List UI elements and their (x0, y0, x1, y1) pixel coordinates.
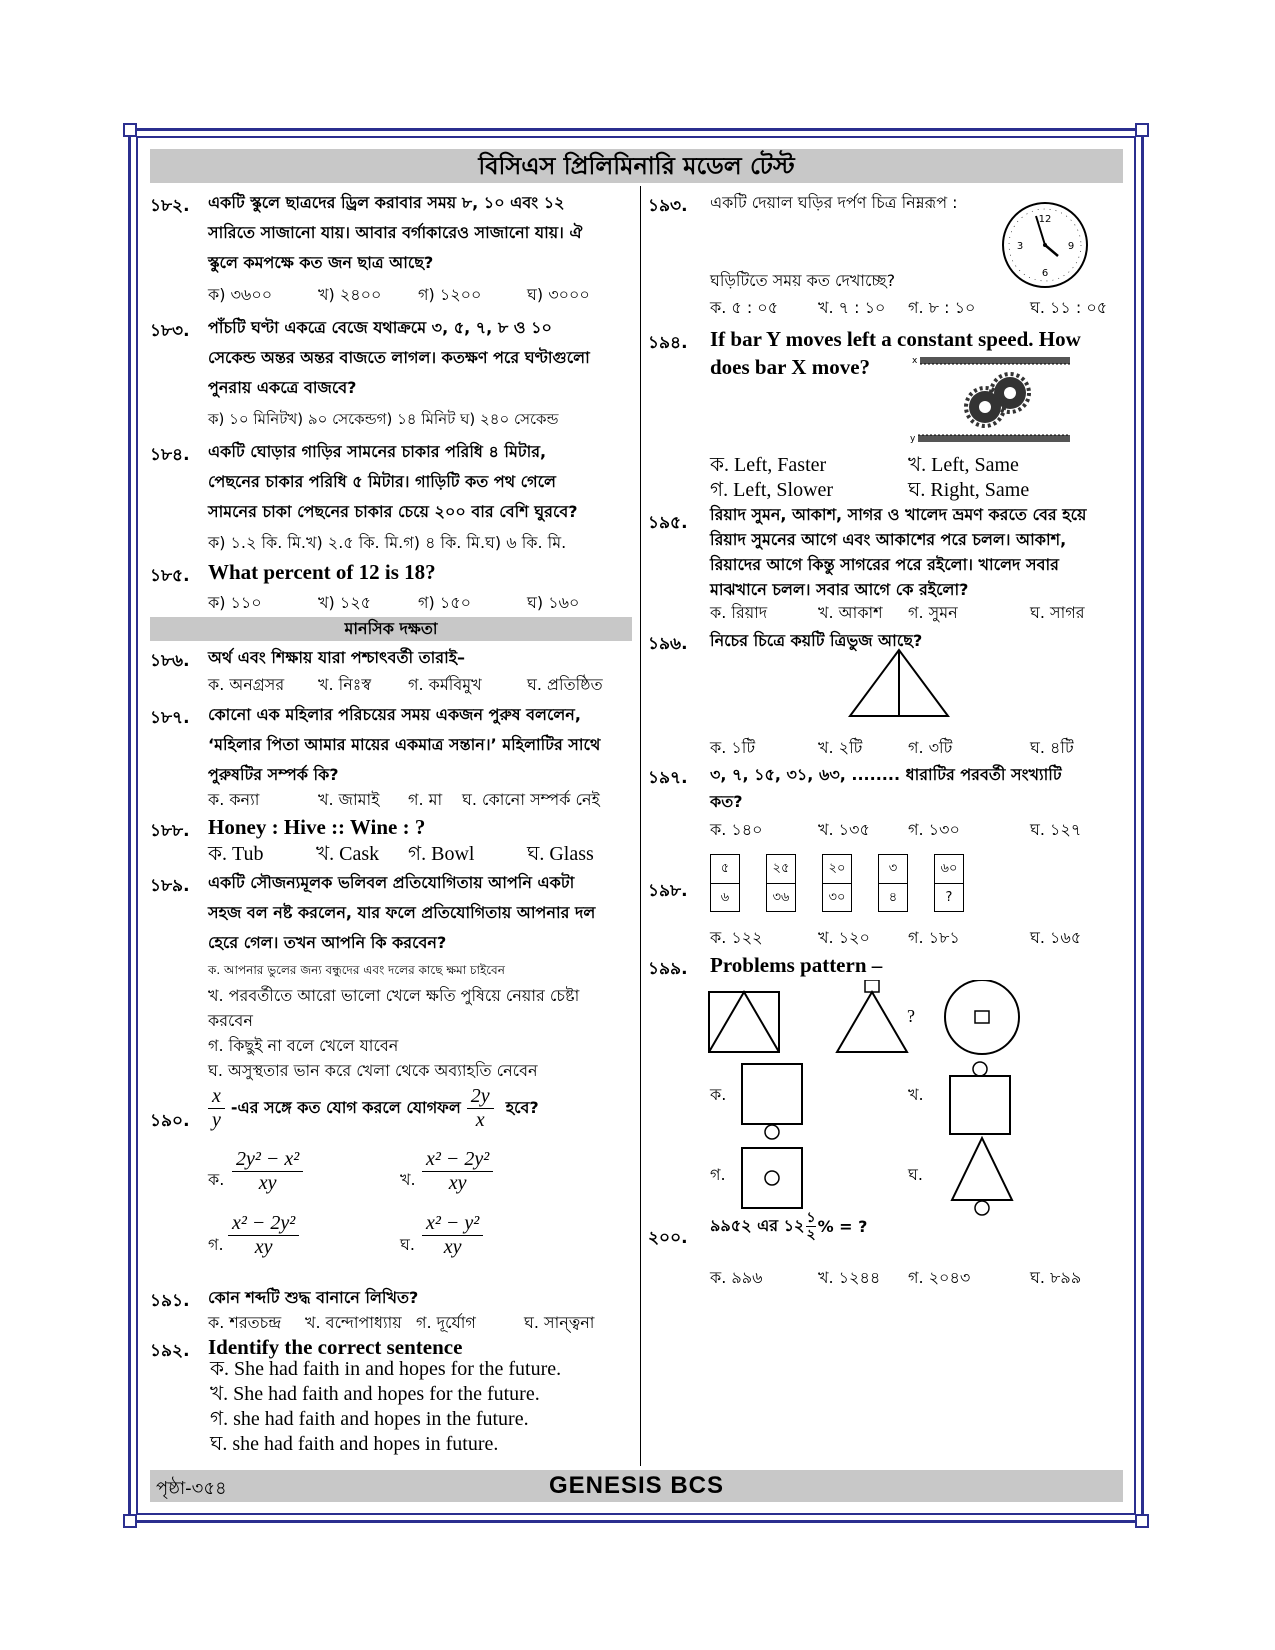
question-text: $\frac{x}{y}$ -এর সঙ্গে কত যোগ করলে যোগফল $\frac{2y}{x}$ হবে? (208, 1085, 539, 1132)
svg-text:6: 6 (1041, 268, 1049, 279)
option: ঘ. সাগর (1030, 603, 1085, 622)
option: খ. ১৩৫ (818, 820, 870, 839)
question-text: রিয়াদের আগে কিন্তু সাগরের পরে রইলো। খালেদ সবার (710, 555, 1059, 574)
option-fraction: $\frac{\text{x² − 2y²}}{xy}$ (422, 1148, 493, 1195)
question-text: Identify the correct sentence (208, 1335, 463, 1359)
option: ঘ) ১৬০ (527, 593, 580, 612)
option: গ. ২০৪৩ (908, 1268, 971, 1287)
option-fraction: $\frac{\text{x² − y²}}{xy}$ (422, 1212, 483, 1259)
option-figure-ka (740, 1062, 804, 1144)
question-text: সারিতে সাজানো যায়। আবার বর্গাকারেও সাজানো যায়। ঐ (208, 223, 583, 242)
option: খ. ১২০ (818, 928, 870, 947)
question-text: What percent of 12 is 18? (208, 560, 436, 584)
option: ক. রিয়াদ (710, 603, 768, 622)
option-figure-ga (740, 1146, 804, 1210)
page-number: পৃষ্ঠা-৩৫৪ (156, 1478, 227, 1499)
question-text: স্কুলে কমপক্ষে কত জন ছাত্র আছে? (208, 253, 434, 272)
option: ঘ. she had faith and hopes in future. (210, 1433, 499, 1455)
option: ক. ৫ : ০৫ (710, 298, 779, 317)
options: ক) ১.২ কি. মি.খ) ২.৫ কি. মি.গ) ৪ কি. মি.ঘ) ৬ কি. মি. (208, 533, 567, 552)
option-label: গ. (710, 1165, 726, 1184)
question-text: ‘মহিলার পিতা আমার মায়ের একমাত্র সন্তান।’ মহিলাটির সাথে (208, 735, 601, 754)
option: ঘ. ১২৭ (1030, 820, 1082, 839)
frame-corner (1135, 123, 1149, 137)
option-fraction: $\frac{\text{2y² − x²}}{xy}$ (232, 1148, 303, 1195)
option: গ. she had faith and hopes in the future. (210, 1408, 529, 1430)
options: ক) ১০ মিনিটখ) ৯০ সেকেন্ডগ) ১৪ মিনিট ঘ) ২৪০ সেকেন্ড (208, 410, 559, 428)
option: গ. ৩টি (908, 738, 953, 757)
question-number: ১৮৬. (150, 651, 190, 671)
fraction: $\frac{2y}{x}$ (467, 1085, 494, 1132)
option: গ. ১৮১ (908, 928, 960, 947)
question-text: Honey : Hive :: Wine : ? (208, 815, 426, 839)
question-number: ১৮৫. (150, 566, 190, 586)
option-label: গ. (208, 1235, 224, 1254)
question-text: একটি সৌজন্যমূলক ভলিবল প্রতিযোগিতায় আপনি একটা (208, 873, 575, 892)
option: গ) ১৫০ (418, 593, 471, 612)
question-number: ১৮৪. (150, 445, 190, 465)
option: গ. ১৩০ (908, 820, 960, 839)
option-label: ক. (710, 1085, 727, 1104)
fraction: ১ ২ (806, 1210, 816, 1243)
question-text: একটি স্কুলে ছাত্রদের ড্রিল করাবার সময় ৮, ১০ এবং ১২ (208, 193, 565, 212)
option: ঘ. কোনো সম্পর্ক নেই (462, 790, 600, 809)
option: গ. Left, Slower (710, 479, 834, 501)
svg-text:x: x (912, 356, 918, 366)
option-label: ক. (208, 1170, 225, 1189)
option-figure-kha (948, 1060, 1012, 1138)
question-text: সামনের চাকা পেছনের চাকার চেয়ে ২০০ বার বেশি ঘুরবে? (208, 502, 578, 521)
question-text: কোন শব্দটি শুদ্ধ বানানে লিখিত? (208, 1288, 419, 1307)
option: গ. Bowl (408, 843, 475, 865)
option: খ. বন্দোপাধ্যায় (305, 1313, 402, 1332)
pattern-sequence-figure (705, 980, 1025, 1055)
option: ক. Tub (208, 843, 264, 865)
number-box: ২০ ৩০ (822, 854, 852, 912)
svg-text:12: 12 (1038, 214, 1052, 225)
question-text: হেরে গেল। তখন আপনি কি করবেন? (208, 933, 447, 952)
option: ঘ. অসুস্থতার ভান করে খেলা থেকে অব্যাহতি নেবেন (208, 1061, 538, 1080)
option: ক. কন্যা (208, 790, 260, 809)
option: খ. ২টি (818, 738, 863, 757)
option: ক. শরতচন্দ্র (208, 1313, 282, 1332)
option: ঘ. ১৬৫ (1030, 928, 1082, 947)
option-label: খ. (908, 1085, 924, 1104)
option: ঘ. Right, Same (908, 479, 1030, 501)
question-number: ১৯৪. (648, 333, 688, 353)
question-text: একটি দেয়াল ঘড়ির দর্পণ চিত্র নিম্নরূপ : (710, 193, 958, 212)
section-title: মানসিক দক্ষতা (150, 617, 632, 641)
mirror-clock-figure (1000, 200, 1090, 290)
option: ক. আপনার ভুলের জন্য বন্ধুদের এবং দলের কাছে ক্ষমা চাইবেন (208, 963, 505, 977)
option: ক. Left, Faster (710, 454, 827, 476)
triangle-figure (848, 648, 950, 718)
option: ঘ. ৪টি (1030, 738, 1074, 757)
question-subtext: ঘড়িটিতে সময় কত দেখাচ্ছে? (710, 271, 896, 290)
question-text: মাঝখানে চলল। সবার আগে কে রইলো? (710, 580, 969, 599)
question-text: কোনো এক মহিলার পরিচয়ের সময় একজন পুরুষ বললেন, (208, 705, 581, 724)
option: ঘ. ১১ : ০৫ (1030, 298, 1108, 317)
question-text: সেকেন্ড অন্তর অন্তর বাজতে লাগল। কতক্ষণ পরে ঘণ্টাগুলো (208, 348, 590, 367)
svg-text:9: 9 (1067, 241, 1075, 252)
question-number: ১৮৭. (150, 708, 190, 728)
option: গ. মা (408, 790, 443, 809)
svg-text:y: y (910, 434, 916, 444)
option-label: ঘ. (908, 1165, 923, 1184)
option: খ. Left, Same (908, 454, 1019, 476)
option: গ. ৮ : ১০ (908, 298, 976, 317)
option: খ. নিঃস্ব (318, 675, 372, 694)
question-text: ৩, ৭, ১৫, ৩১, ৬৩, ........ ধারাটির পরবর্তী সংখ্যাটি (710, 765, 1062, 784)
question-number: ১৮৮. (150, 821, 190, 841)
option: করবেন (208, 1011, 253, 1030)
question-text: রিয়াদ সুমনের আগে এবং আকাশের পরে চলল। আকাশ, (710, 530, 1067, 549)
option: খ. ৭ : ১০ (818, 298, 886, 317)
svg-text:3: 3 (1016, 241, 1024, 252)
column-divider (640, 186, 641, 1466)
question-text: If bar Y moves left a constant speed. How (710, 327, 1081, 351)
fraction: $\frac{x}{y}$ (208, 1085, 225, 1132)
option: ক. ১২২ (710, 928, 763, 947)
option-label: খ. (400, 1170, 416, 1189)
option: ঘ) ৩০০০ (527, 285, 590, 304)
question-text: একটি ঘোড়ার গাড়ির সামনের চাকার পরিধি ৪ মিটার, (208, 442, 547, 461)
gear-bar-figure (910, 355, 1070, 445)
question-text: ৯৯৫২ এর ১২ ১ ২ % = ? (710, 1210, 868, 1243)
question-text: অর্থ এবং শিক্ষায় যারা পশ্চাৎবর্তী তারাই– (208, 648, 466, 667)
question-number: ২০০. (648, 1228, 688, 1248)
frame-corner (1135, 1514, 1149, 1528)
option: গ. দূর্যোগ (416, 1313, 476, 1332)
question-text: সহজ বল নষ্ট করলেন, যার ফলে প্রতিযোগিতায় আপনার দল (208, 903, 596, 922)
option-fraction: $\frac{\text{x² − 2y²}}{xy}$ (228, 1212, 299, 1259)
question-text: পুনরায় একত্রে বাজবে? (208, 378, 357, 397)
option: খ. ১২৪৪ (818, 1268, 881, 1287)
option: ক. ১টি (710, 738, 756, 757)
question-number: ১৯০. (150, 1111, 190, 1131)
question-number: ১৯৮. (648, 881, 688, 901)
option: ক. She had faith in and hopes for the future. (210, 1358, 562, 1380)
question-number: ১৮৩. (150, 321, 190, 341)
option: ঘ. প্রতিষ্ঠিত (527, 675, 603, 694)
option: ক. অনগ্রসর (208, 675, 285, 694)
option: খ) ১২৫ (318, 593, 372, 612)
question-number: ১৯২. (150, 1341, 190, 1361)
option: ঘ. Glass (527, 843, 594, 865)
option: ক. ৯৯৬ (710, 1268, 763, 1287)
number-box: ৫ ৬ (710, 854, 740, 912)
question-text: does bar X move? (710, 355, 871, 379)
question-text: নিচের চিত্রে কয়টি ত্রিভুজ আছে? (710, 631, 923, 650)
frame-corner (123, 1514, 137, 1528)
page-footer (150, 1470, 1123, 1502)
question-text: পুরুষটির সম্পর্ক কি? (208, 765, 339, 784)
option: খ. জামাই (318, 790, 380, 809)
brand-name: GENESIS BCS (548, 1472, 725, 1499)
option-figure-gha (950, 1136, 1014, 1218)
question-text: রিয়াদ সুমন, আকাশ, সাগর ও খালেদ ভ্রমণ করতে বের হয়ে (710, 505, 1087, 524)
question-number: ১৯১. (150, 1291, 190, 1311)
option: গ) ১২০০ (418, 285, 482, 304)
question-number: ১৮৯. (150, 876, 190, 896)
option: ক) ১১০ (208, 593, 262, 612)
option: গ. সুমন (908, 603, 958, 622)
question-number: ১৯৬. (648, 634, 688, 654)
option: ঘ. সান্ত্বনা (524, 1313, 595, 1332)
number-box: ৩ ৪ (878, 854, 908, 912)
option-label: ঘ. (400, 1235, 415, 1254)
option: খ. She had faith and hopes for the future. (210, 1383, 540, 1405)
option: ঘ. ৮৯৯ (1030, 1268, 1082, 1287)
option: ক. ১৪০ (710, 820, 763, 839)
question-number: ১৯৭. (648, 768, 688, 788)
option: খ. আকাশ (818, 603, 883, 622)
frame-corner (123, 123, 137, 137)
option: খ. পরবর্তীতে আরো ভালো খেলে ক্ষতি পুষিয়ে নেয়ার চেষ্টা (208, 986, 580, 1005)
option: ক) ৩৬০০ (208, 285, 273, 304)
option: গ. কর্মবিমুখ (408, 675, 482, 694)
question-number: ১৮২. (150, 196, 190, 216)
question-number: ১৯৯. (648, 959, 688, 979)
question-number: ১৯৫. (648, 513, 688, 533)
option: খ) ২৪০০ (318, 285, 382, 304)
option: গ. কিছুই না বলে খেলে যাবেন (208, 1036, 399, 1055)
question-text: কত? (710, 792, 743, 811)
question-text: পেছনের চাকার পরিধি ৫ মিটার। গাড়িটি কত পথ গেলে (208, 472, 556, 491)
page-title: বিসিএস প্রিলিমিনারি মডেল টেস্ট (150, 149, 1123, 183)
option: খ. Cask (316, 843, 380, 865)
question-text: Problems pattern – (710, 953, 883, 977)
question-text: পাঁচটি ঘণ্টা একত্রে বেজে যথাক্রমে ৩, ৫, ৭, ৮ ও ১০ (208, 318, 552, 337)
number-box: ৬০ ? (934, 854, 964, 912)
question-number: ১৯৩. (648, 196, 688, 216)
svg-text:?: ? (907, 1006, 915, 1026)
number-box: ২৫ ৩৬ (766, 854, 796, 912)
